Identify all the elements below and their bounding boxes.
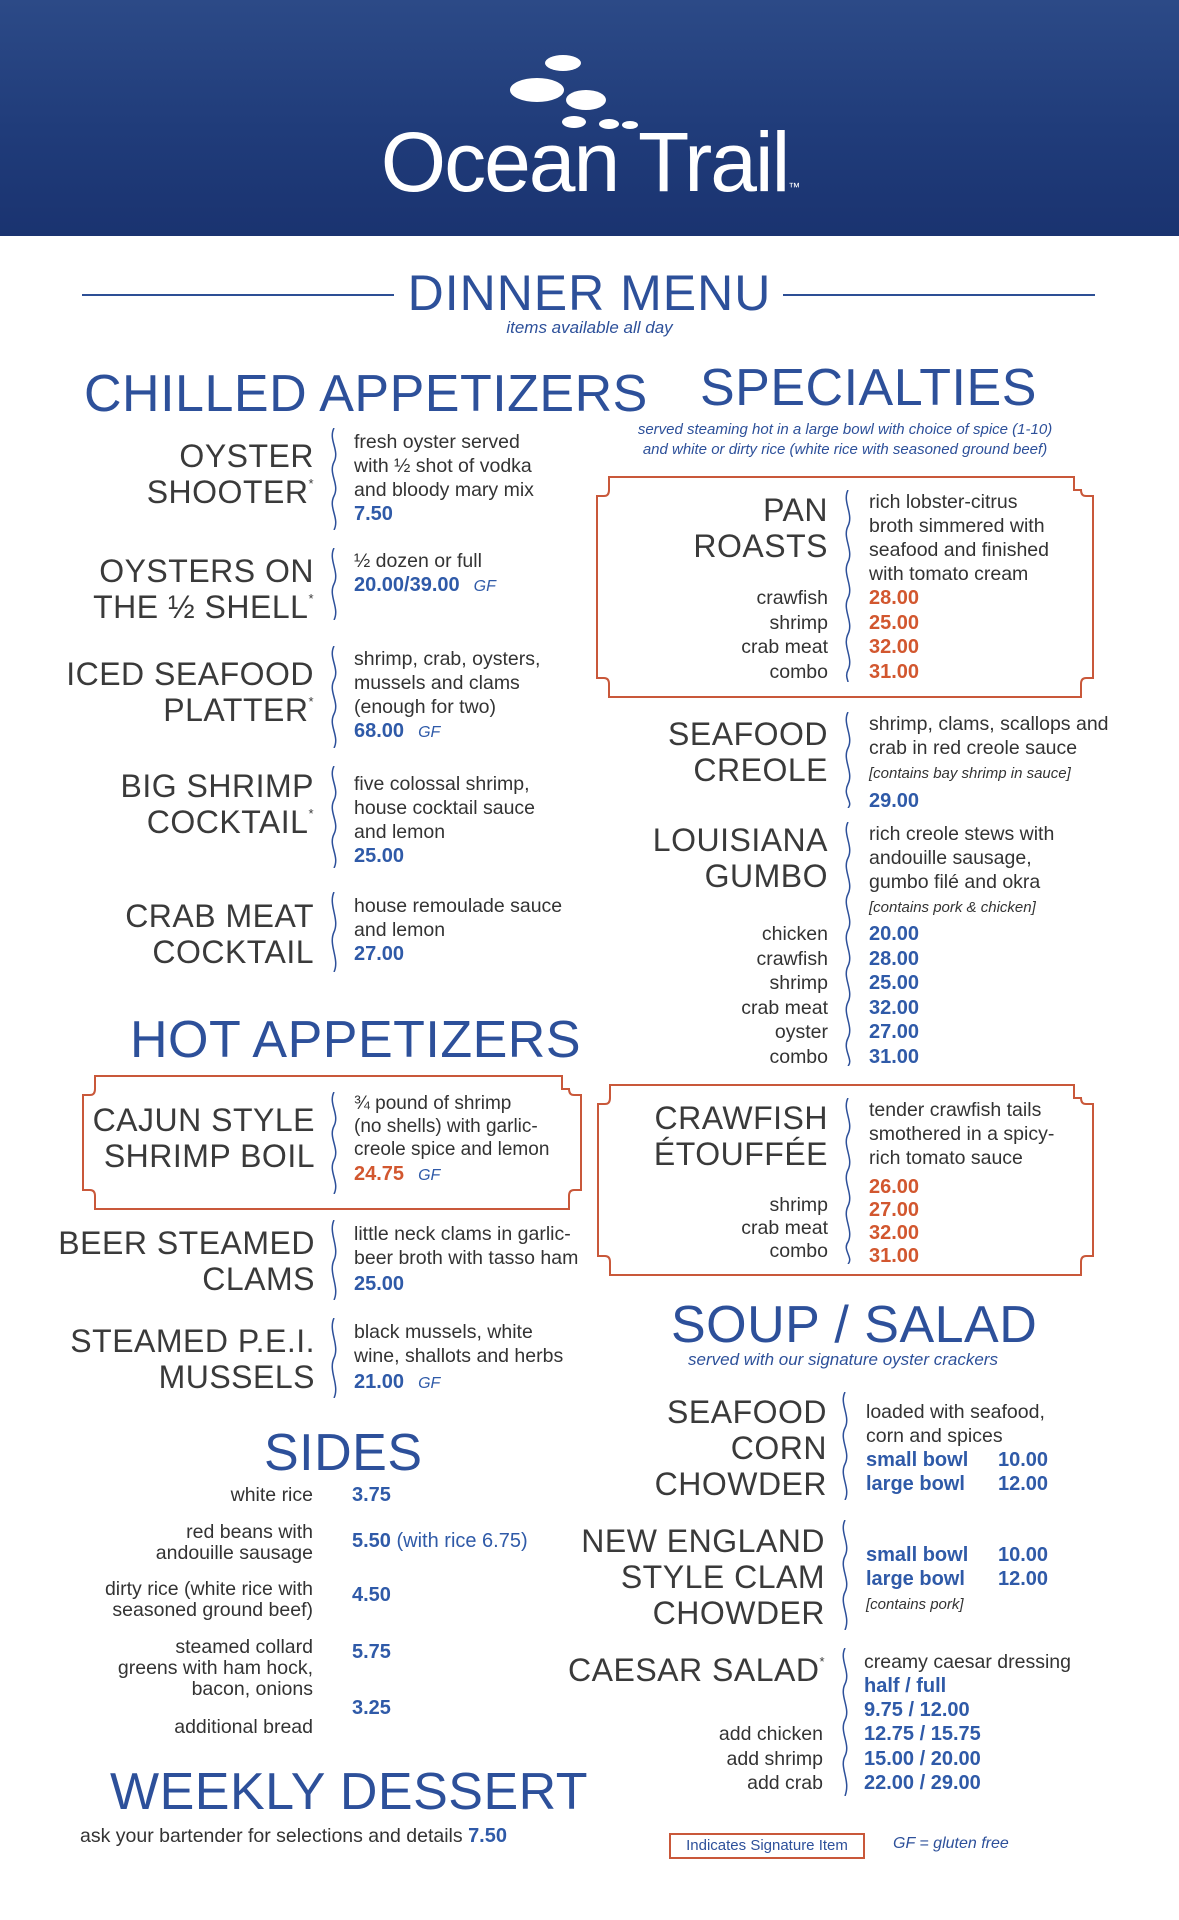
pan-roasts-name: PAN ROASTS [693,492,828,564]
gumbo-options: chicken crawfish shrimp crab meat oyster combo [741,923,828,1068]
pan-roasts-options: crawfish shrimp crab meat combo [741,587,828,683]
side-collard-greens-price: 5.75 [352,1641,391,1663]
gf-mark: GF [473,578,496,595]
steamed-mussels-desc: black mussels, white wine, shallots and herbs 21.00 GF [354,1321,564,1393]
crab-meat-cocktail-price: 27.00 [354,943,405,965]
menu-title-block [0,258,1179,348]
divider-wave-icon [841,490,855,682]
menu-subtitle: items available all day [506,318,673,337]
big-shrimp-cocktail-price: 25.00 [354,845,405,867]
caesar-addon-prices: 12.75 / 15.75 15.00 / 20.00 22.00 / 29.00 [864,1723,981,1794]
divider-wave-icon [327,1092,341,1194]
crab-meat-cocktail-name: CRAB MEAT COCKTAIL [125,898,314,970]
side-bread-label: additional bread [174,1716,313,1738]
iced-seafood-platter-name: ICED SEAFOOD PLATTER* [66,656,314,728]
steamed-mussels-name: STEAMED P.E.I. MUSSELS [70,1323,315,1395]
caesar-addons: add chicken add shrimp add crab [718,1723,823,1794]
seafood-corn-chowder-name: SEAFOOD CORN CHOWDER [654,1394,827,1502]
divider-wave-icon [327,646,341,748]
divider-wave-icon [838,1392,852,1500]
big-shrimp-cocktail-desc: five colossal shrimp, house cocktail sauce and lemon 25.00 [354,773,536,867]
etouffee-options: shrimp crab meat combo [741,1194,828,1262]
clam-chowder-desc: small bowl 10.00 large bowl 12.00 [contains pork] [866,1544,1049,1613]
brand-logo: Ocean Trail™ [380,115,799,209]
beer-steamed-clams-price: 25.00 [354,1273,405,1295]
side-collard-greens-label: steamed collard greens with ham hock, bacon, onions [117,1636,313,1700]
menu-title: DINNER MENU [407,265,772,321]
seafood-corn-chowder-desc: loaded with seafood, corn and spices small bowl 10.00 large bowl 12.00 [866,1401,1049,1495]
signature-item-legend: Indicates Signature Item [669,1833,865,1859]
side-red-beans-price: 5.50 (with rice 6.75) [352,1530,528,1552]
oyster-shooter-desc: fresh oyster served with ½ shot of vodka and bloody mary mix 7.50 [354,431,534,525]
divider-wave-icon [327,428,341,530]
cajun-shrimp-boil-name: CAJUN STYLE SHRIMP BOIL [92,1102,315,1174]
seafood-creole-price: 29.00 [869,790,920,812]
divider-wave-icon [327,766,341,868]
oyster-shooter-price: 7.50 [354,503,393,525]
seafood-creole-name: SEAFOOD CREOLE [668,716,828,788]
beer-steamed-clams-desc: little neck clams in garlic- beer broth with tasso ham 25.00 [354,1223,579,1295]
caesar-salad-desc: creamy caesar dressing half / full 9.75 / 12.00 [864,1651,1071,1721]
gumbo-prices: 20.00 28.00 25.00 32.00 27.00 31.00 [869,923,920,1068]
divider-wave-icon [327,892,341,972]
divider-wave-icon [838,1520,852,1630]
cajun-shrimp-boil-price: 24.75 [354,1163,405,1185]
iced-seafood-platter-desc: shrimp, crab, oysters, mussels and clams (enough for two) 68.00 GF [354,648,541,742]
oysters-half-shell-desc: ½ dozen or full 20.00/39.00 GF [354,550,496,596]
divider-wave-icon [841,1098,855,1264]
oyster-shooter-name: OYSTER SHOOTER* [146,438,314,510]
divider-wave-icon [841,822,855,1066]
crawfish-etouffee-desc: tender crawfish tails smothered in a spicy- rich tomato sauce [869,1099,1055,1169]
divider-wave-icon [327,1318,341,1398]
sides-heading: SIDES [264,1424,423,1482]
divider-wave-icon [327,548,341,620]
gf-mark: GF [418,724,441,741]
louisiana-gumbo-name: LOUISIANA GUMBO [652,822,828,894]
divider-wave-icon [838,1648,852,1796]
beer-steamed-clams-name: BEER STEAMED CLAMS [58,1225,315,1297]
crab-meat-cocktail-desc: house remoulade sauce and lemon 27.00 [354,895,563,965]
chilled-appetizers-heading: CHILLED APPETIZERS [84,365,648,423]
steamed-mussels-price: 21.00 [354,1371,405,1393]
caesar-salad-name: CAESAR SALAD* [568,1652,825,1688]
gluten-free-legend: GF = gluten free [893,1835,1009,1852]
side-dirty-rice-label: dirty rice (white rice with seasoned ground beef) [104,1578,313,1621]
big-shrimp-cocktail-name: BIG SHRIMP COCKTAIL* [120,768,314,840]
cajun-shrimp-boil-desc: ¾ pound of shrimp (no shells) with garlic- creole spice and lemon 24.75 GF [354,1093,550,1185]
side-white-rice-price: 3.75 [352,1484,391,1506]
side-bread-price: 3.25 [352,1697,391,1719]
specialties-heading: SPECIALTIES [700,359,1037,417]
etouffee-prices: 26.00 27.00 32.00 31.00 [869,1176,920,1267]
soup-salad-heading: SOUP / SALAD [671,1296,1038,1354]
specialties-note: served steaming hot in a large bowl with choice of spice (1-10) and white or dirty rice (white rice with seasoned ground beef) [637,421,1053,458]
clam-chowder-name: NEW ENGLAND STYLE CLAM CHOWDER [581,1523,825,1631]
crawfish-etouffee-name: CRAWFISH ÉTOUFFÉE [653,1100,828,1172]
divider-wave-icon [841,712,855,808]
louisiana-gumbo-desc: rich creole stews with andouille sausage, gumbo filé and okra [contains pork & chicken] [869,823,1055,916]
iced-seafood-platter-price: 68.00 [354,720,405,742]
pan-roasts-desc: rich lobster-citrus broth simmered with seafood and finished with tomato cream [869,491,1049,585]
header-banner [0,0,1179,236]
pan-roasts-prices: 28.00 25.00 32.00 31.00 [869,587,920,683]
side-red-beans-label: red beans with andouille sausage [155,1521,313,1564]
soup-salad-note: served with our signature oyster crackers [688,1350,998,1369]
oysters-half-shell-price: 20.00/39.00 [354,574,460,596]
side-dirty-rice-price: 4.50 [352,1584,391,1606]
gf-mark: GF [418,1375,441,1392]
oysters-half-shell-name: OYSTERS ON THE ½ SHELL* [93,553,314,625]
hot-appetizers-heading: HOT APPETIZERS [130,1011,582,1069]
divider-wave-icon [327,1220,341,1300]
seafood-creole-desc: shrimp, clams, scallops and crab in red creole sauce [contains bay shrimp in sauce] 29.00 [869,713,1109,812]
side-white-rice-label: white rice [230,1484,313,1506]
dessert-note: ask your bartender for selections and details 7.50 [80,1825,507,1847]
gf-mark: GF [418,1167,441,1184]
weekly-dessert-heading: WEEKLY DESSERT [110,1763,589,1821]
